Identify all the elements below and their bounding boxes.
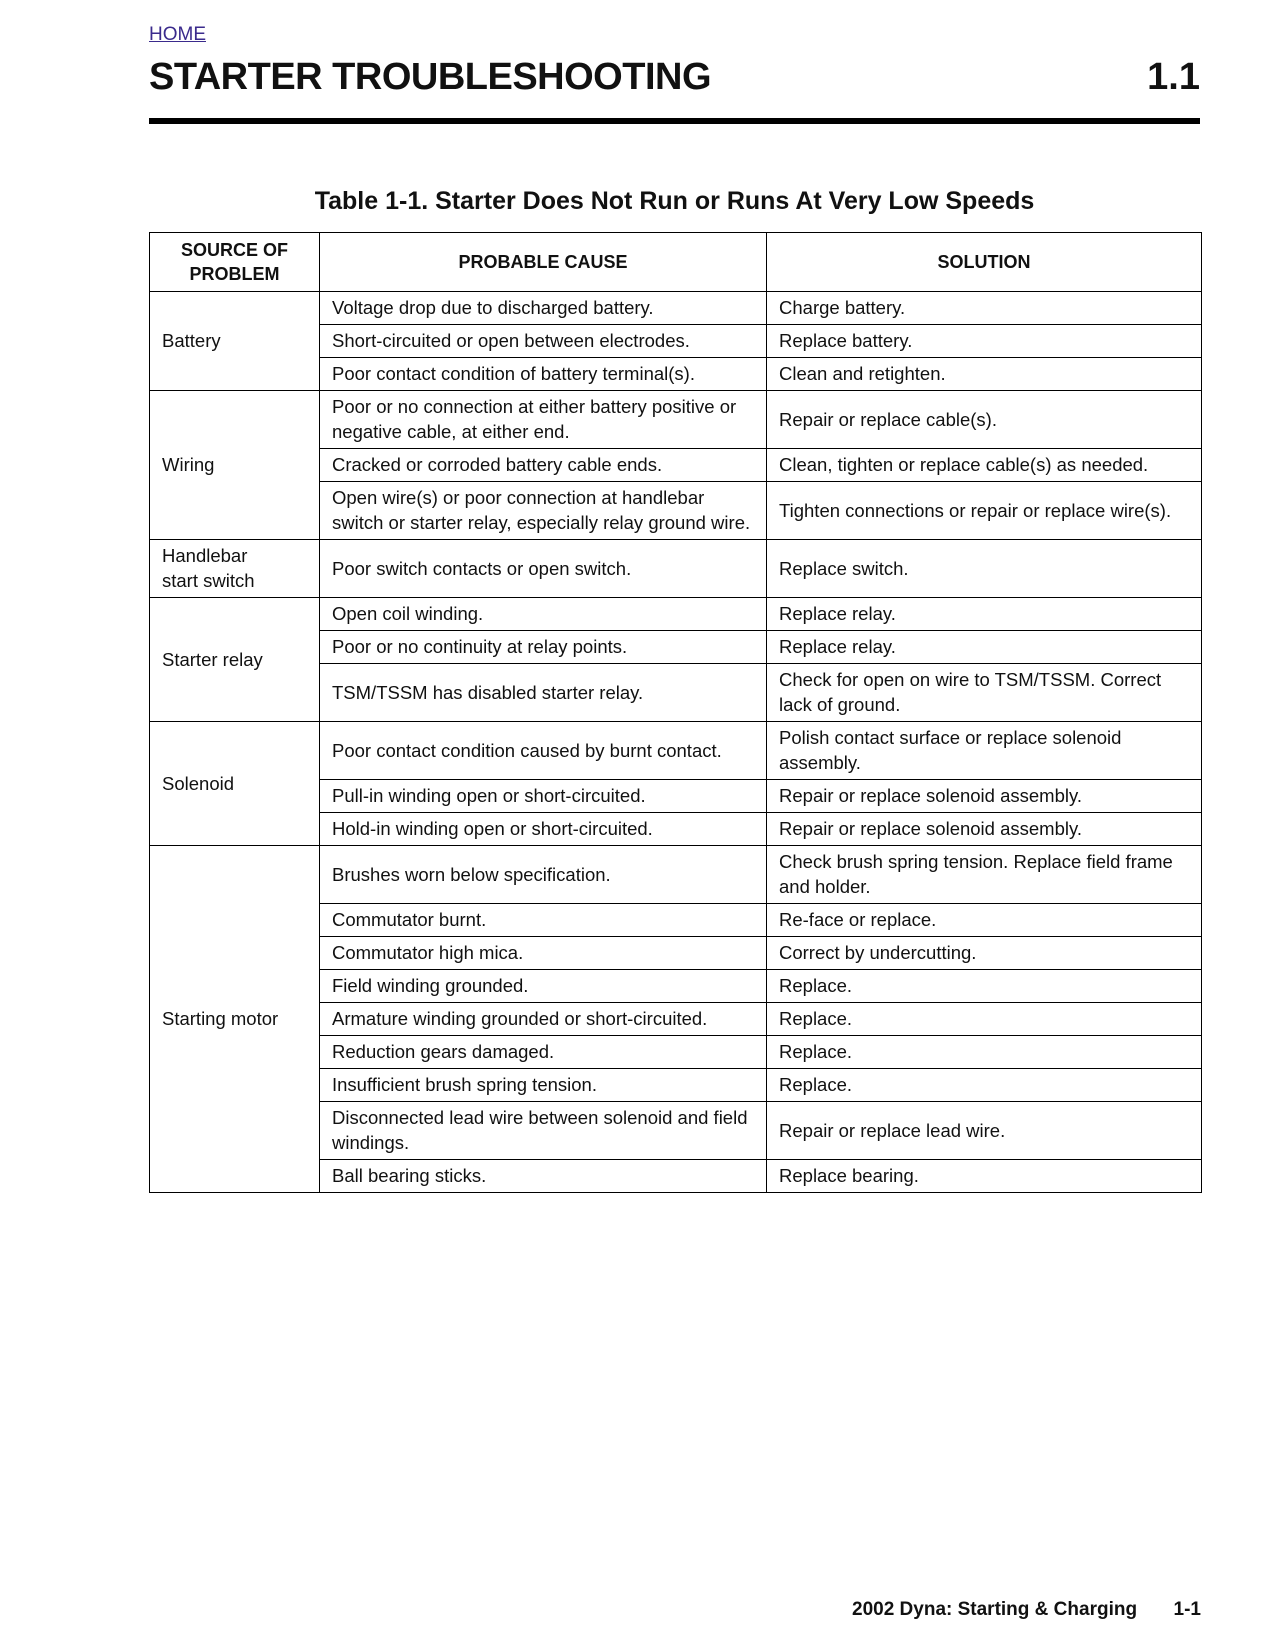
solution-cell: Repair or replace cable(s). bbox=[767, 391, 1202, 449]
source-cell: Wiring bbox=[150, 391, 320, 540]
source-cell: Solenoid bbox=[150, 722, 320, 846]
cause-cell: Short-circuited or open between electrodes. bbox=[320, 325, 767, 358]
solution-cell: Clean and retighten. bbox=[767, 358, 1202, 391]
solution-cell: Replace relay. bbox=[767, 598, 1202, 631]
solution-cell: Check brush spring tension. Replace field frame and holder. bbox=[767, 846, 1202, 904]
table-row bbox=[150, 391, 1202, 449]
table-row bbox=[150, 540, 1202, 598]
solution-cell: Tighten connections or repair or replace wire(s). bbox=[767, 482, 1202, 540]
table-caption: Table 1-1. Starter Does Not Run or Runs At Very Low Speeds bbox=[314, 187, 1035, 215]
cause-cell: Poor contact condition of battery terminal(s). bbox=[320, 358, 767, 391]
troubleshooting-table bbox=[149, 232, 1202, 1193]
solution-cell: Replace. bbox=[767, 1036, 1202, 1069]
column-header-cause: PROBABLE CAUSE bbox=[320, 233, 767, 292]
solution-cell: Re-face or replace. bbox=[767, 904, 1202, 937]
source-cell: Handlebar start switch bbox=[150, 540, 320, 598]
solution-cell: Polish contact surface or replace solenoid assembly. bbox=[767, 722, 1202, 780]
cause-cell: Open coil winding. bbox=[320, 598, 767, 631]
cause-cell: TSM/TSSM has disabled starter relay. bbox=[320, 664, 767, 722]
solution-cell: Repair or replace solenoid assembly. bbox=[767, 780, 1202, 813]
solution-cell: Correct by undercutting. bbox=[767, 937, 1202, 970]
solution-cell: Replace. bbox=[767, 1003, 1202, 1036]
section-number: 1.1 bbox=[1147, 56, 1200, 98]
solution-cell: Replace switch. bbox=[767, 540, 1202, 598]
column-header-solution: SOLUTION bbox=[767, 233, 1202, 292]
home-link[interactable]: HOME bbox=[149, 24, 206, 45]
solution-cell: Replace. bbox=[767, 970, 1202, 1003]
footer-page-number: 1-1 bbox=[1173, 1599, 1201, 1620]
solution-cell: Repair or replace solenoid assembly. bbox=[767, 813, 1202, 846]
cause-cell: Brushes worn below specification. bbox=[320, 846, 767, 904]
table-header-row bbox=[150, 233, 1202, 292]
solution-cell: Replace relay. bbox=[767, 631, 1202, 664]
cause-cell: Poor or no connection at either battery positive or negative cable, at either end. bbox=[320, 391, 767, 449]
cause-cell: Open wire(s) or poor connection at handlebar switch or starter relay, especially relay ground wire. bbox=[320, 482, 767, 540]
cause-cell: Reduction gears damaged. bbox=[320, 1036, 767, 1069]
source-cell: Battery bbox=[150, 292, 320, 391]
cause-cell: Ball bearing sticks. bbox=[320, 1160, 767, 1193]
table-row bbox=[150, 722, 1202, 780]
cause-cell: Commutator burnt. bbox=[320, 904, 767, 937]
page-header bbox=[149, 56, 1200, 124]
cause-cell: Disconnected lead wire between solenoid and field windings. bbox=[320, 1102, 767, 1160]
cause-cell: Poor switch contacts or open switch. bbox=[320, 540, 767, 598]
cause-cell: Cracked or corroded battery cable ends. bbox=[320, 449, 767, 482]
cause-cell: Poor contact condition caused by burnt contact. bbox=[320, 722, 767, 780]
solution-cell: Check for open on wire to TSM/TSSM. Correct lack of ground. bbox=[767, 664, 1202, 722]
cause-cell: Insufficient brush spring tension. bbox=[320, 1069, 767, 1102]
cause-cell: Voltage drop due to discharged battery. bbox=[320, 292, 767, 325]
cause-cell: Field winding grounded. bbox=[320, 970, 767, 1003]
cause-cell: Poor or no continuity at relay points. bbox=[320, 631, 767, 664]
page-title: STARTER TROUBLESHOOTING bbox=[149, 56, 712, 98]
solution-cell: Repair or replace lead wire. bbox=[767, 1102, 1202, 1160]
solution-cell: Charge battery. bbox=[767, 292, 1202, 325]
table-row bbox=[150, 846, 1202, 904]
solution-cell: Replace. bbox=[767, 1069, 1202, 1102]
source-cell: Starter relay bbox=[150, 598, 320, 722]
table-row bbox=[150, 598, 1202, 631]
solution-cell: Replace bearing. bbox=[767, 1160, 1202, 1193]
column-header-source: SOURCE OF PROBLEM bbox=[150, 233, 320, 292]
cause-cell: Armature winding grounded or short-circuited. bbox=[320, 1003, 767, 1036]
table-row bbox=[150, 292, 1202, 325]
source-cell: Starting motor bbox=[150, 846, 320, 1193]
cause-cell: Hold-in winding open or short-circuited. bbox=[320, 813, 767, 846]
cause-cell: Pull-in winding open or short-circuited. bbox=[320, 780, 767, 813]
solution-cell: Clean, tighten or replace cable(s) as needed. bbox=[767, 449, 1202, 482]
footer-title: 2002 Dyna: Starting & Charging bbox=[852, 1599, 1138, 1620]
cause-cell: Commutator high mica. bbox=[320, 937, 767, 970]
solution-cell: Replace battery. bbox=[767, 325, 1202, 358]
